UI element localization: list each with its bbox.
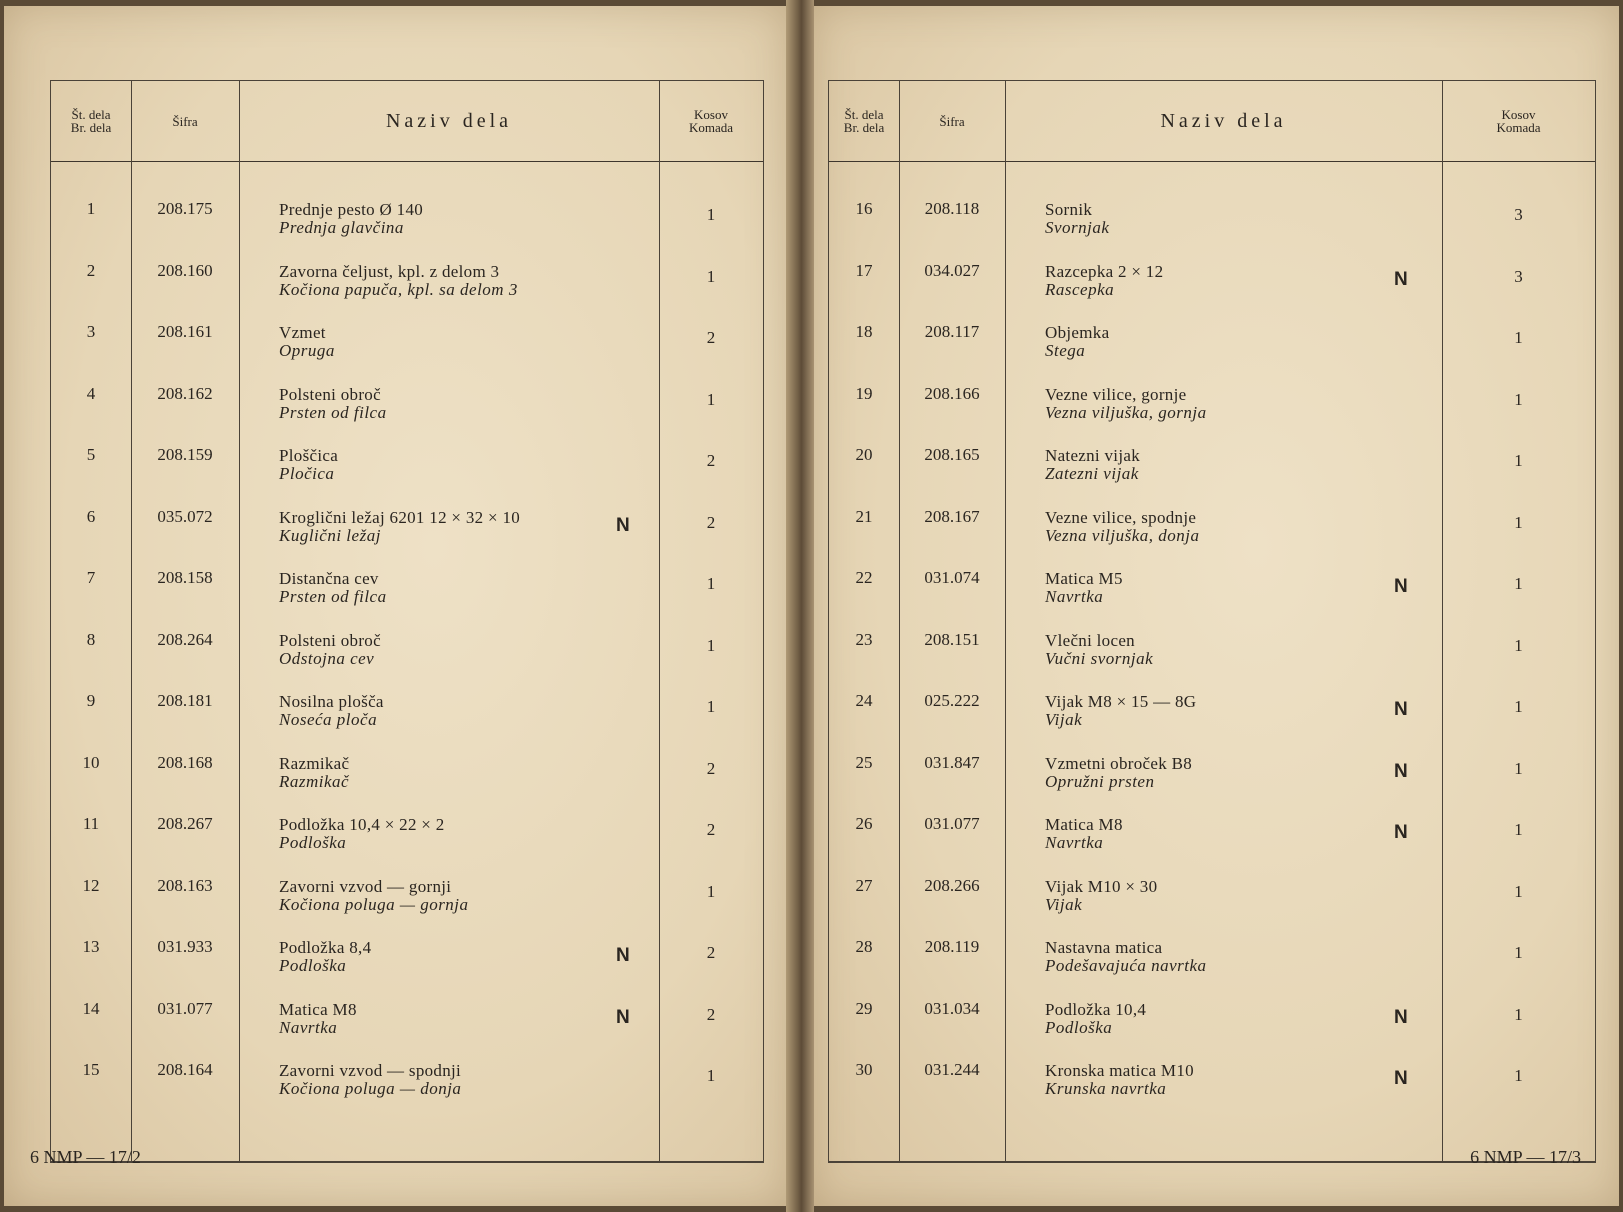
part-quantity: 2 bbox=[706, 943, 716, 962]
part-name-croatian: Kočiona poluga — gornja bbox=[279, 894, 469, 914]
part-quantity: 1 bbox=[706, 389, 716, 409]
part-quantity: 1 bbox=[1514, 635, 1523, 655]
part-name bbox=[1045, 570, 1385, 606]
part-name-slovene: Polsteni obroč bbox=[279, 384, 381, 404]
part-name-croatian: Opružni prsten bbox=[1045, 771, 1155, 791]
part-quantity: 1 bbox=[706, 635, 716, 655]
part-name-croatian: Vučni svornjak bbox=[1045, 648, 1154, 668]
part-name bbox=[1045, 1062, 1385, 1098]
left-page bbox=[4, 6, 786, 1206]
part-quantity: 1 bbox=[1514, 820, 1523, 839]
part-code: 031.933 bbox=[157, 937, 213, 956]
part-name-slovene: Vzmet bbox=[279, 323, 326, 342]
part-name-slovene: Vijak M10 × 30 bbox=[1045, 876, 1158, 896]
part-code: 208.159 bbox=[157, 445, 213, 464]
page-footer-right: 6 NMP — 17/3 bbox=[1470, 1147, 1581, 1167]
n-flag: N bbox=[1394, 760, 1408, 782]
part-name-croatian: Prednja glavčina bbox=[279, 218, 404, 237]
part-name-croatian: Zatezni vijak bbox=[1045, 464, 1139, 483]
part-number: 15 bbox=[82, 1060, 100, 1079]
part-name-croatian: Prsten od filca bbox=[279, 402, 387, 422]
n-flag: N bbox=[1394, 576, 1408, 597]
part-code: 025.222 bbox=[924, 691, 980, 710]
part-name bbox=[1045, 509, 1385, 545]
part-name bbox=[279, 1001, 619, 1037]
column-divider bbox=[239, 81, 240, 1161]
part-number: 26 bbox=[855, 814, 873, 833]
part-quantity: 1 bbox=[706, 266, 716, 286]
part-quantity: 1 bbox=[1514, 697, 1523, 716]
part-name-croatian: Navrtka bbox=[279, 1017, 338, 1037]
part-name bbox=[1045, 878, 1385, 914]
part-name-croatian: Podešavajuća navrtka bbox=[1045, 956, 1207, 975]
part-quantity: 1 bbox=[1514, 328, 1523, 347]
part-number: 21 bbox=[855, 506, 873, 526]
part-quantity: 1 bbox=[1514, 1004, 1523, 1024]
part-code: 208.151 bbox=[924, 629, 980, 649]
part-name bbox=[1045, 1001, 1385, 1037]
part-name bbox=[279, 386, 619, 422]
part-name-slovene: Polsteni obroč bbox=[279, 630, 381, 650]
part-name-croatian: Rascepka bbox=[1045, 279, 1115, 299]
part-code: 208.165 bbox=[924, 445, 980, 464]
part-quantity: 3 bbox=[1514, 266, 1523, 286]
part-number: 2 bbox=[86, 260, 96, 280]
part-name bbox=[1045, 386, 1385, 422]
part-code: 208.166 bbox=[924, 383, 980, 403]
part-quantity: 1 bbox=[1514, 389, 1523, 409]
part-name bbox=[1045, 201, 1385, 237]
part-name-slovene: Ploščica bbox=[279, 446, 339, 465]
part-code: 208.162 bbox=[157, 383, 213, 403]
part-name-croatian: Kuglični ležaj bbox=[279, 525, 381, 545]
column-divider bbox=[659, 81, 660, 1161]
part-name-croatian: Podloška bbox=[279, 956, 347, 975]
header-quantity: Kosov Komada bbox=[1496, 107, 1541, 135]
part-code: 035.072 bbox=[157, 506, 213, 526]
part-name-croatian: Vijak bbox=[1045, 894, 1083, 914]
part-name bbox=[279, 201, 619, 237]
part-code: 208.160 bbox=[157, 260, 213, 280]
part-name bbox=[279, 263, 619, 299]
part-number: 13 bbox=[82, 937, 100, 956]
part-quantity: 2 bbox=[706, 451, 716, 470]
n-flag: N bbox=[1394, 268, 1408, 290]
part-name-slovene: Matica M5 bbox=[1045, 569, 1123, 588]
n-flag: N bbox=[1394, 822, 1408, 843]
part-name-slovene: Razcepka 2 × 12 bbox=[1045, 261, 1164, 281]
part-name bbox=[279, 324, 619, 360]
header-code: Šifra bbox=[172, 113, 198, 129]
part-code: 031.847 bbox=[924, 752, 980, 772]
part-name-slovene: Distančna cev bbox=[279, 569, 379, 588]
column-divider bbox=[1442, 81, 1443, 1161]
parts-table-left bbox=[50, 80, 764, 1163]
part-name-slovene: Podložka 10,4 bbox=[1045, 999, 1147, 1019]
part-name bbox=[1045, 263, 1385, 299]
part-name-croatian: Odstojna cev bbox=[279, 648, 375, 668]
part-quantity: 2 bbox=[706, 512, 716, 532]
part-quantity: 2 bbox=[706, 758, 716, 778]
part-quantity: 2 bbox=[706, 820, 716, 839]
part-code: 208.266 bbox=[924, 875, 980, 895]
part-code: 208.117 bbox=[924, 322, 980, 341]
part-name-slovene: Podložka 8,4 bbox=[279, 938, 372, 957]
part-name bbox=[279, 878, 619, 914]
part-quantity: 1 bbox=[1514, 943, 1523, 962]
header-rule bbox=[829, 161, 1595, 162]
part-name bbox=[1045, 693, 1385, 729]
part-name-croatian: Navrtka bbox=[1045, 587, 1104, 606]
part-name-croatian: Navrtka bbox=[1045, 833, 1104, 852]
part-name bbox=[279, 755, 619, 791]
part-number: 23 bbox=[855, 629, 873, 649]
part-number: 29 bbox=[855, 998, 873, 1018]
part-number: 12 bbox=[82, 875, 100, 895]
part-name-slovene: Vezne vilice, spodnje bbox=[1045, 507, 1197, 527]
part-quantity: 1 bbox=[706, 1066, 716, 1085]
part-number: 14 bbox=[82, 998, 100, 1018]
page-footer-left: 6 NMP — 17/2 bbox=[30, 1147, 141, 1167]
part-name-croatian: Podloška bbox=[279, 833, 347, 852]
part-number: 18 bbox=[855, 322, 873, 341]
part-quantity: 3 bbox=[1514, 205, 1523, 224]
part-quantity: 1 bbox=[706, 205, 716, 224]
part-quantity: 1 bbox=[1514, 881, 1523, 901]
part-number: 11 bbox=[82, 814, 100, 833]
part-number: 8 bbox=[86, 629, 96, 649]
part-name-slovene: Kroglični ležaj 6201 12 × 32 × 10 bbox=[279, 507, 521, 527]
part-name bbox=[1045, 939, 1385, 975]
part-name bbox=[1045, 632, 1385, 668]
part-name-slovene: Kronska matica M10 bbox=[1045, 1061, 1194, 1080]
part-code: 208.181 bbox=[157, 691, 213, 710]
part-name-slovene: Nastavna matica bbox=[1045, 938, 1163, 957]
part-code: 208.264 bbox=[157, 629, 213, 649]
part-name bbox=[279, 570, 619, 606]
part-name-slovene: Sornik bbox=[1045, 200, 1093, 219]
part-number: 1 bbox=[86, 199, 96, 218]
parts-table-right bbox=[828, 80, 1596, 1163]
part-quantity: 2 bbox=[706, 1004, 716, 1024]
part-code: 208.175 bbox=[157, 199, 213, 218]
part-name-croatian: Pločica bbox=[279, 464, 335, 483]
part-name bbox=[279, 1062, 619, 1098]
column-divider bbox=[1005, 81, 1006, 1161]
part-number: 30 bbox=[855, 1060, 873, 1079]
part-name-croatian: Razmikač bbox=[279, 771, 350, 791]
part-name-croatian: Opruga bbox=[279, 341, 335, 360]
part-number: 27 bbox=[855, 875, 873, 895]
part-name-slovene: Podložka 10,4 × 22 × 2 bbox=[279, 815, 445, 834]
part-name bbox=[1045, 447, 1385, 483]
part-name-slovene: Vezne vilice, gornje bbox=[1045, 384, 1187, 404]
part-quantity: 1 bbox=[1514, 1066, 1523, 1085]
header-rule bbox=[51, 161, 763, 162]
part-number: 16 bbox=[855, 199, 873, 218]
part-name-croatian: Podloška bbox=[1045, 1017, 1113, 1037]
part-name-slovene: Razmikač bbox=[279, 753, 350, 773]
n-flag: N bbox=[616, 1006, 630, 1028]
part-number: 17 bbox=[855, 260, 873, 280]
part-code: 208.161 bbox=[157, 322, 213, 341]
part-name-croatian: Vezna viljuška, donja bbox=[1045, 525, 1200, 545]
part-name-slovene: Vzmetni obroček B8 bbox=[1045, 753, 1193, 773]
part-name-croatian: Noseća ploča bbox=[279, 710, 378, 729]
part-code: 208.163 bbox=[157, 875, 213, 895]
part-name-slovene: Vlečni locen bbox=[1045, 630, 1135, 650]
part-name bbox=[1045, 755, 1385, 791]
header-part-number: Št. dela Br. dela bbox=[70, 107, 112, 135]
n-flag: N bbox=[1394, 1006, 1408, 1028]
part-number: 20 bbox=[855, 445, 873, 464]
part-quantity: 1 bbox=[1514, 451, 1523, 470]
n-flag: N bbox=[1394, 699, 1408, 720]
part-number: 19 bbox=[855, 383, 873, 403]
part-quantity: 1 bbox=[706, 881, 716, 901]
part-code: 031.034 bbox=[924, 998, 980, 1018]
part-number: 24 bbox=[855, 691, 873, 710]
part-code: 031.077 bbox=[924, 814, 980, 833]
part-name-croatian: Kočiona papuča, kpl. sa delom 3 bbox=[279, 279, 518, 299]
part-number: 6 bbox=[86, 506, 96, 526]
part-name-slovene: Matica M8 bbox=[1045, 815, 1123, 834]
header-code: Šifra bbox=[939, 113, 965, 129]
part-name-slovene: Matica M8 bbox=[279, 999, 357, 1019]
part-name bbox=[1045, 816, 1385, 852]
part-quantity: 1 bbox=[706, 697, 716, 716]
n-flag: N bbox=[1394, 1068, 1408, 1089]
header-part-number: Št. dela Br. dela bbox=[843, 107, 885, 135]
part-name-croatian: Vezna viljuška, gornja bbox=[1045, 402, 1207, 422]
part-code: 031.077 bbox=[157, 998, 213, 1018]
header-quantity: Kosov Komada bbox=[688, 107, 734, 135]
part-code: 208.267 bbox=[157, 814, 213, 833]
part-code: 208.158 bbox=[157, 568, 213, 587]
part-name bbox=[279, 632, 619, 668]
part-name bbox=[279, 939, 619, 975]
part-name-slovene: Prednje pesto Ø 140 bbox=[279, 200, 424, 219]
part-number: 25 bbox=[855, 752, 873, 772]
part-name-slovene: Nosilna plošča bbox=[279, 692, 384, 711]
part-name-slovene: Zavorna čeljust, kpl. z delom 3 bbox=[279, 261, 500, 281]
part-number: 7 bbox=[86, 568, 96, 587]
part-code: 208.167 bbox=[924, 506, 980, 526]
right-page bbox=[814, 6, 1619, 1206]
part-name-slovene: Zavorni vzvod — gornji bbox=[279, 876, 452, 896]
n-flag: N bbox=[616, 945, 630, 966]
part-name bbox=[1045, 324, 1385, 360]
part-code: 208.119 bbox=[924, 937, 980, 956]
part-number: 22 bbox=[855, 568, 873, 587]
part-name-slovene: Zavorni vzvod — spodnji bbox=[279, 1061, 462, 1080]
part-number: 9 bbox=[86, 691, 96, 710]
part-name bbox=[279, 693, 619, 729]
part-number: 3 bbox=[86, 322, 96, 341]
part-code: 034.027 bbox=[924, 260, 980, 280]
book-gutter bbox=[786, 0, 814, 1212]
part-name-croatian: Vijak bbox=[1045, 710, 1083, 729]
part-name-croatian: Kočiona poluga — donja bbox=[279, 1079, 462, 1098]
part-quantity: 1 bbox=[706, 574, 716, 593]
header-part-name: Naziv dela bbox=[1160, 109, 1287, 132]
part-code: 208.164 bbox=[157, 1060, 213, 1079]
part-quantity: 1 bbox=[1514, 512, 1523, 532]
part-code: 031.244 bbox=[924, 1060, 980, 1079]
part-number: 4 bbox=[86, 383, 96, 403]
part-number: 5 bbox=[86, 445, 96, 464]
part-name-croatian: Krunska navrtka bbox=[1045, 1079, 1167, 1098]
part-quantity: 1 bbox=[1514, 574, 1523, 593]
part-name-croatian: Stega bbox=[1045, 341, 1086, 360]
header-part-name: Naziv dela bbox=[385, 109, 513, 132]
part-quantity: 1 bbox=[1514, 758, 1523, 778]
part-code: 031.074 bbox=[924, 568, 980, 587]
part-name-slovene: Objemka bbox=[1045, 323, 1110, 342]
part-number: 28 bbox=[855, 937, 873, 956]
part-name-slovene: Natezni vijak bbox=[1045, 446, 1141, 465]
part-name-croatian: Svornjak bbox=[1045, 218, 1110, 237]
part-name bbox=[279, 509, 619, 545]
part-name-croatian: Prsten od filca bbox=[279, 587, 387, 606]
part-code: 208.118 bbox=[924, 199, 980, 218]
part-code: 208.168 bbox=[157, 752, 213, 772]
part-name bbox=[279, 816, 619, 852]
part-name-slovene: Vijak M8 × 15 — 8G bbox=[1045, 692, 1197, 711]
part-quantity: 2 bbox=[706, 328, 716, 347]
part-number: 10 bbox=[82, 752, 100, 772]
n-flag: N bbox=[616, 514, 630, 536]
part-name bbox=[279, 447, 619, 483]
